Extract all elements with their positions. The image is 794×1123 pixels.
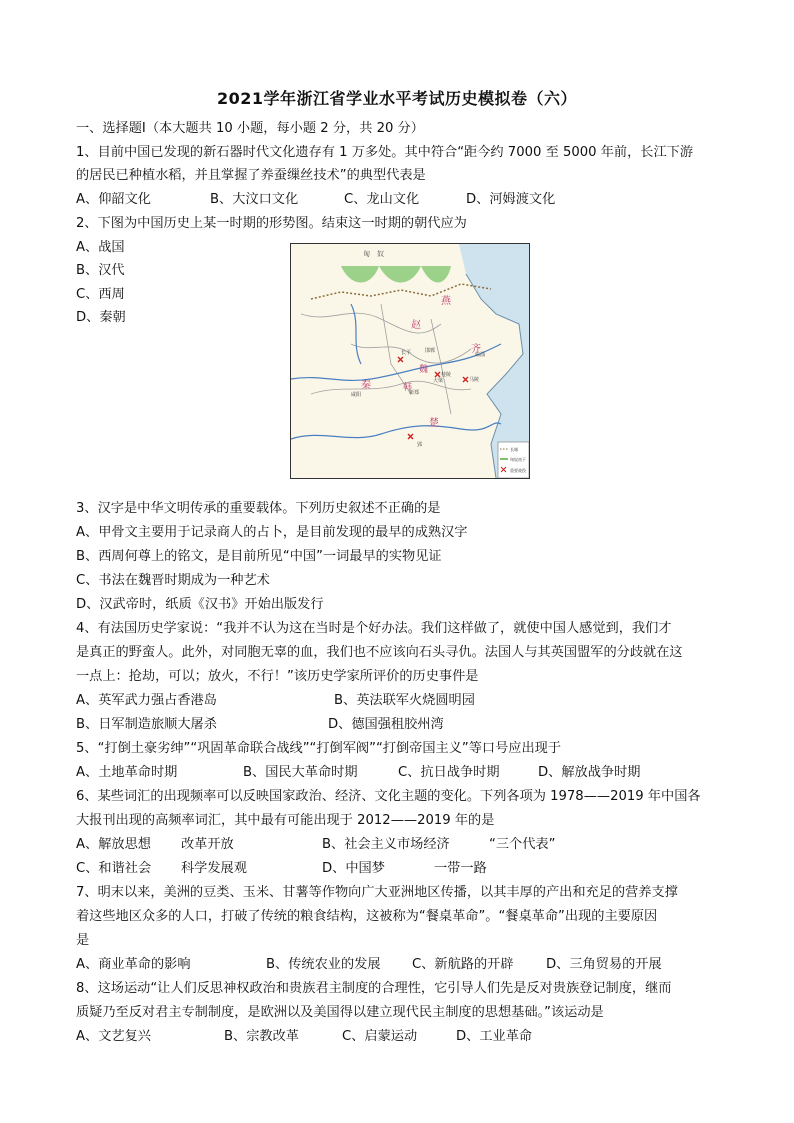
state-qin: 秦 — [361, 380, 371, 391]
q4-option-c: B、日军制造旅顺大屠杀 — [76, 717, 217, 732]
question-5-stem: 5、“打倒土豪劣绅”“巩固革命联合战线”“打倒军阀”“打倒帝国主义”等口号应出现于 — [76, 741, 562, 756]
place-labels — [351, 347, 485, 448]
state-chu: 楚 — [429, 418, 439, 429]
place-guiling: 桂陵 — [441, 372, 452, 378]
q7-option-b: B、传统农业的发展 — [266, 957, 381, 972]
battle-marker — [463, 377, 468, 382]
question-8-stem-cont: 质疑乃至反对君主专制制度，是欧洲以及美国得以建立现代民主制度的思想基础。”该运动是 — [76, 1005, 604, 1020]
place-yingdu: 郢 — [417, 442, 423, 448]
great-wall — [311, 284, 491, 299]
place-handan: 邯郸 — [425, 348, 436, 354]
place-linzi: 临淄 — [475, 352, 486, 358]
legend-arrow: 匈奴南下 — [510, 457, 526, 462]
question-2-stem: 2、下图为中国历史上某一时期的形势图。结束这一时期的朝代应为 — [76, 216, 467, 231]
q6-option-c-term: 科学发展观 — [181, 861, 247, 876]
q2-option-c: C、西周 — [76, 287, 125, 302]
xiongnu-arrow — [379, 266, 421, 283]
q3-option-c: C、书法在魏晋时期成为一种艺术 — [76, 573, 270, 588]
q4-option-a: A、英军武力强占香港岛 — [76, 693, 217, 708]
q6-option-d-label: D、中国梦 — [322, 861, 385, 876]
q1-option-d: D、河姆渡文化 — [466, 192, 556, 207]
q4-option-b: B、英法联军火烧圆明园 — [334, 693, 475, 708]
state-wei: 魏 — [419, 365, 429, 375]
state-borders — [301, 304, 471, 414]
warring-states-map — [290, 243, 530, 479]
q2-option-b: B、汉代 — [76, 263, 125, 278]
question-4-stem-cont: 是真正的野蛮人。此外，对同胞无辜的血，我们也不应该向石头寻仇。法国人与其英国盟军的分歧就在这 — [76, 645, 683, 660]
q1-option-c: C、龙山文化 — [344, 192, 420, 207]
q7-option-d: D、三角贸易的开展 — [546, 957, 662, 972]
q2-option-d: D、秦朝 — [76, 310, 126, 325]
q4-option-d: D、德国强租胶州湾 — [328, 717, 444, 732]
q6-option-a-term: 改革开放 — [181, 837, 234, 852]
place-daliang: 大梁 — [433, 378, 444, 384]
q5-option-c: C、抗日战争时期 — [398, 765, 500, 780]
q6-option-a-label: A、解放思想 — [76, 837, 151, 852]
question-4-stem-cont2: 一点上：抢劫，可以；放火，不行！”该历史学家所评价的历史事件是 — [76, 669, 479, 684]
q5-option-d: D、解放战争时期 — [538, 765, 641, 780]
q6-option-c-label: C、和谐社会 — [76, 861, 152, 876]
q8-option-c: C、启蒙运动 — [342, 1029, 418, 1044]
state-han: 韩 — [403, 383, 413, 393]
question-7-stem-cont2: 是 — [76, 933, 90, 948]
place-xinzheng: 新郑 — [409, 390, 420, 396]
q6-option-b-term: “三个代表” — [489, 837, 556, 852]
question-8-stem: 8、这场运动“让人们反思神权政治和贵族君主制度的合理性，它引导人们先是反对贵族登记制度，继而 — [76, 981, 672, 996]
legend-battle: 重要战役 — [510, 468, 526, 473]
question-3-stem: 3、汉字是中华文明传承的重要载体。下列历史叙述不正确的是 — [76, 501, 441, 516]
state-qi: 齐 — [471, 344, 481, 355]
q3-option-b: B、西周何尊上的铭文，是目前所见“中国”一词最早的实物见证 — [76, 549, 442, 564]
place-changping: 长平 — [401, 350, 412, 356]
q7-option-c: C、新航路的开辟 — [412, 957, 514, 972]
state-yan: 燕 — [441, 296, 451, 307]
q1-option-a: A、仰韶文化 — [76, 192, 151, 207]
question-1-stem: 1、目前中国已发现的新石器时代文化遗存有 1 万多处。其中符合“距今约 7000 至 5000 年前，长江下游 — [76, 145, 694, 160]
q6-option-d-term: 一带一路 — [434, 861, 487, 876]
battle-marker — [408, 434, 413, 439]
q1-option-b: B、大汶口文化 — [210, 192, 299, 207]
place-xianyang: 咸阳 — [351, 392, 362, 398]
map-canvas — [291, 244, 529, 478]
question-4-stem: 4、有法国历史学家说：“我并不认为这在当时是个好办法。我们这样做了，就使中国人感觉到，我们才 — [76, 621, 672, 636]
question-6-stem-cont: 大报刊出现的高频率词汇，其中最有可能出现于 2012——2019 年的是 — [76, 813, 495, 828]
question-7-stem-cont: 着这些地区众多的人口，打破了传统的粮食结构，这被称为“餐桌革命”。“餐桌革命”出现的主要原因 — [76, 909, 658, 924]
question-1-stem-cont: 的居民已种植水稻，并且掌握了养蚕缫丝技术”的典型代表是 — [76, 168, 426, 183]
battle-marker — [398, 357, 403, 362]
q8-option-b: B、宗教改革 — [224, 1029, 299, 1044]
question-7-stem: 7、明末以来，美洲的豆类、玉米、甘薯等作物向广大亚洲地区传播，以其丰厚的产出和充足的营养支撑 — [76, 885, 678, 900]
q3-option-a: A、甲骨文主要用于记录商人的占卜，是目前发现的最早的成熟汉字 — [76, 525, 468, 540]
q5-option-a: A、土地革命时期 — [76, 765, 178, 780]
q6-option-b-label: B、社会主义市场经济 — [322, 837, 450, 852]
exam-title: 2021学年浙江省学业水平考试历史模拟卷（六） — [216, 89, 578, 108]
battle-marker — [435, 372, 440, 377]
xiongnu-arrow — [421, 266, 451, 283]
q8-option-d: D、工业革命 — [456, 1029, 533, 1044]
q8-option-a: A、文艺复兴 — [76, 1029, 151, 1044]
legend-wall: 长城 — [510, 447, 518, 452]
section-heading: 一、选择题Ⅰ（本大题共 10 小题，每小题 2 分，共 20 分） — [76, 121, 424, 136]
place-maling: 马陵 — [469, 377, 480, 383]
state-zhao: 赵 — [411, 320, 421, 331]
label-xiongnu: 匈 奴 — [363, 250, 384, 258]
q5-option-b: B、国民大革命时期 — [243, 765, 358, 780]
question-6-stem: 6、某些词汇的出现频率可以反映国家政治、经济、文化主题的变化。下列各项为 1978——2019 年中国各 — [76, 789, 701, 804]
q3-option-d: D、汉武帝时，纸质《汉书》开始出版发行 — [76, 597, 324, 612]
q2-option-a: A、战国 — [76, 240, 125, 255]
q7-option-a: A、商业革命的影响 — [76, 957, 191, 972]
xiongnu-arrow — [341, 266, 379, 283]
